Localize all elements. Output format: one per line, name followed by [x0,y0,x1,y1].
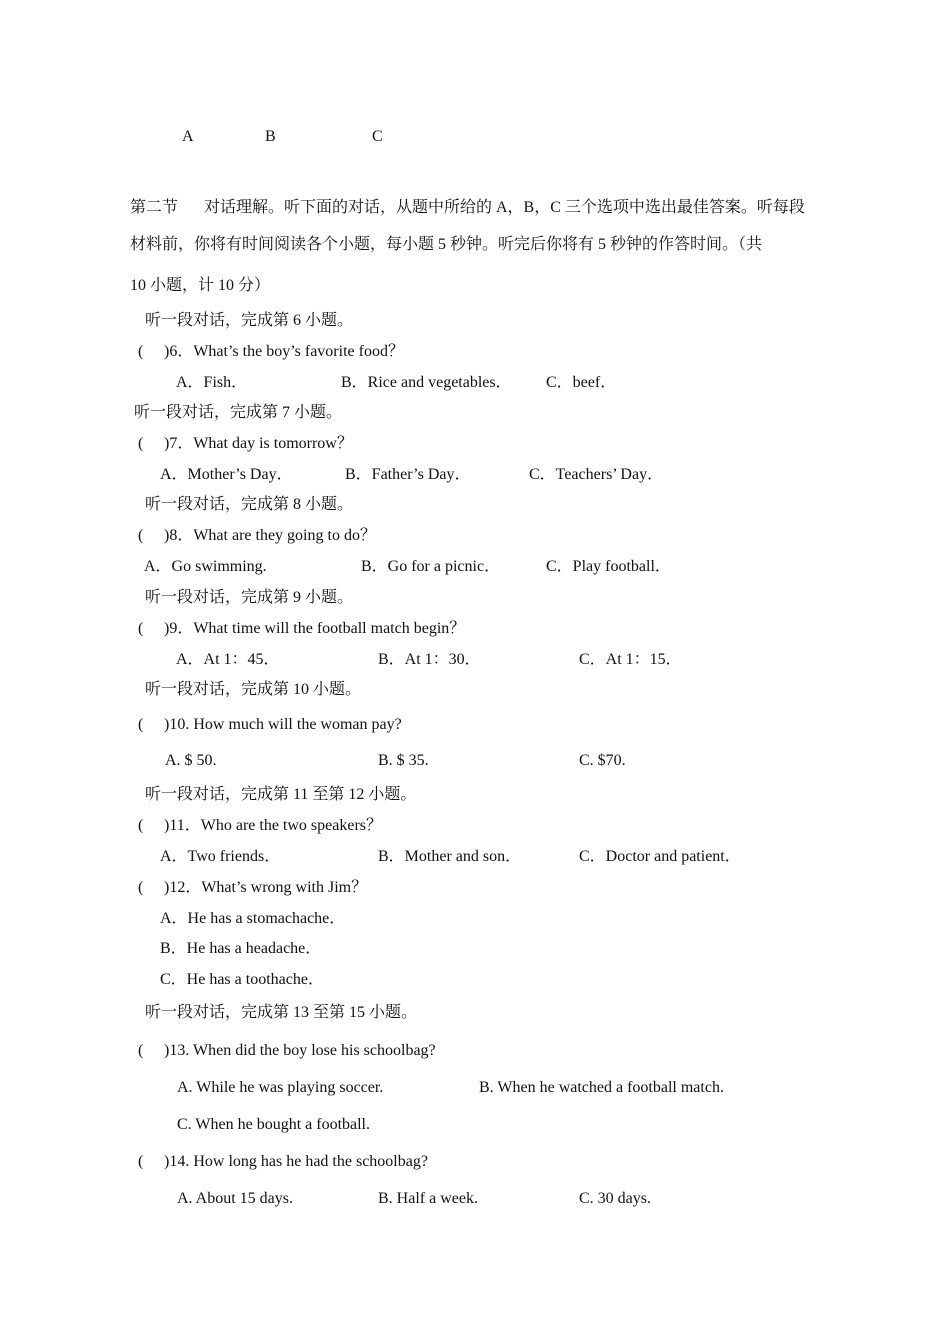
q13-option-c[interactable]: C. When he bought a football. [177,1116,370,1133]
dialogue-intro-q8: 听一段对话，完成第 8 小题。 [145,496,354,513]
q14-option-a[interactable]: A. About 15 days. [177,1190,293,1207]
section-heading: 第二节 [130,199,179,216]
section-instructions-line-3: 10 小题，计 10 分） [130,277,271,294]
question-8-stem: )8．What are they going to do？ [164,527,376,544]
answer-bracket-q11[interactable]: ( [138,817,144,834]
q9-option-c[interactable]: C．At 1：15． [579,651,682,668]
q12-option-b[interactable]: B．He has a headache． [160,940,322,957]
answer-bracket-q13[interactable]: ( [138,1042,144,1059]
q8-option-c[interactable]: C．Play football． [546,558,671,575]
answer-bracket-q8[interactable]: ( [138,527,144,544]
q6-option-c[interactable]: C．beef． [546,374,617,391]
question-13-stem: )13. When did the boy lose his schoolbag? [164,1042,436,1059]
picture-option-b-label: B [265,128,276,145]
q14-option-c[interactable]: C. 30 days. [579,1190,651,1207]
q11-option-c[interactable]: C．Doctor and patient． [579,848,741,865]
dialogue-intro-q10: 听一段对话，完成第 10 小题。 [145,681,362,698]
section-instructions-line-1: 对话理解。听下面的对话，从题中所给的 A，B，C 三个选项中选出最佳答案。听每段 [204,199,805,216]
dialogue-intro-q7: 听一段对话，完成第 7 小题。 [134,404,343,421]
question-11-stem: )11．Who are the two speakers？ [164,817,383,834]
answer-bracket-q12[interactable]: ( [138,879,144,896]
question-14-stem: )14. How long has he had the schoolbag? [164,1153,428,1170]
question-9-stem: )9．What time will the football match begin？ [164,620,466,637]
q13-option-a[interactable]: A. While he was playing soccer. [177,1079,384,1096]
dialogue-intro-q13-q15: 听一段对话，完成第 13 至第 15 小题。 [145,1004,418,1021]
q12-option-a[interactable]: A．He has a stomachache． [160,910,346,927]
question-12-stem: )12．What’s wrong with Jim？ [164,879,368,896]
q7-option-b[interactable]: B．Father’s Day． [345,466,471,483]
q11-option-b[interactable]: B．Mother and son． [378,848,522,865]
section-instructions-line-2: 材料前，你将有时间阅读各个小题，每小题 5 秒钟。听完后你将有 5 秒钟的作答时间。（共 [130,236,763,253]
q7-option-c[interactable]: C．Teachers’ Day． [529,466,664,483]
dialogue-intro-q9: 听一段对话，完成第 9 小题。 [145,589,354,606]
question-6-stem: )6．What’s the boy’s favorite food？ [164,343,404,360]
q10-option-b[interactable]: B. $ 35. [378,752,429,769]
answer-bracket-q7[interactable]: ( [138,435,144,452]
question-10-stem: )10. How much will the woman pay? [164,716,402,733]
q9-option-b[interactable]: B．At 1：30． [378,651,481,668]
picture-option-a-label: A [182,128,194,145]
q10-option-c[interactable]: C. $70. [579,752,626,769]
dialogue-intro-q11-q12: 听一段对话，完成第 11 至第 12 小题。 [145,786,417,803]
q14-option-b[interactable]: B. Half a week. [378,1190,478,1207]
q9-option-a[interactable]: A．At 1：45． [176,651,280,668]
answer-bracket-q9[interactable]: ( [138,620,144,637]
q10-option-a[interactable]: A. $ 50. [165,752,217,769]
picture-option-c-label: C [372,128,383,145]
answer-bracket-q10[interactable]: ( [138,716,144,733]
q6-option-b[interactable]: B．Rice and vegetables． [341,374,512,391]
q8-option-a[interactable]: A．Go swimming. [144,558,267,575]
q11-option-a[interactable]: A．Two friends． [160,848,281,865]
q8-option-b[interactable]: B．Go for a picnic． [361,558,501,575]
q12-option-c[interactable]: C．He has a toothache． [160,971,324,988]
q6-option-a[interactable]: A．Fish． [176,374,248,391]
dialogue-intro-q6: 听一段对话，完成第 6 小题。 [145,312,354,329]
answer-bracket-q6[interactable]: ( [138,343,144,360]
question-7-stem: )7．What day is tomorrow？ [164,435,353,452]
q13-option-b[interactable]: B. When he watched a football match. [479,1079,724,1096]
q7-option-a[interactable]: A．Mother’s Day． [160,466,293,483]
answer-bracket-q14[interactable]: ( [138,1153,144,1170]
